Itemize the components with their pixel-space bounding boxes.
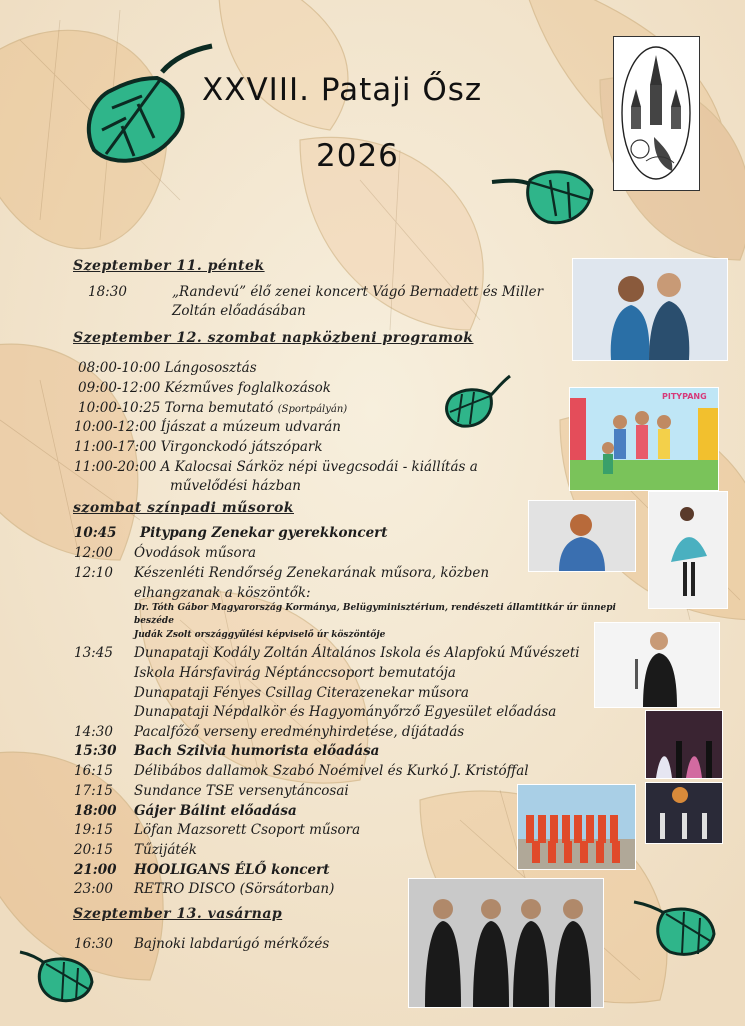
time: 12:00 xyxy=(74,545,113,561)
greeting-1 xyxy=(134,603,616,613)
sep11-row-2-text xyxy=(172,303,306,319)
stage-time: 14:30 xyxy=(74,724,113,740)
greeting-2 xyxy=(134,630,385,640)
title-line-2: 2026 xyxy=(316,138,399,174)
event-text: Óvodások műsora xyxy=(134,545,257,561)
stage-event-text: Gájer Bálint előadása xyxy=(134,803,297,819)
event-text: Virgonckodó játszópark xyxy=(160,439,323,455)
stage-row-1210-text-2 xyxy=(134,585,311,601)
church-emblem-icon xyxy=(614,37,699,190)
title-line-1: XXVIII. Pataji Ősz xyxy=(202,72,483,108)
sep12-row-1 xyxy=(78,360,257,376)
time: 12:10 xyxy=(74,565,113,581)
event-text: Zoltán előadásában xyxy=(172,303,306,319)
event-text: Íjászat a múzeum udvarán xyxy=(160,419,341,435)
stage-event-text: RETRO DISCO (Sörsátorban) xyxy=(134,881,335,897)
sep13-row-1-text xyxy=(134,936,329,952)
photo-dance-stage xyxy=(645,782,723,844)
photo-hooligans xyxy=(408,878,604,1008)
event-text: Bajnoki labdarúgó mérkőzés xyxy=(134,936,330,952)
sep13-header-text: Szeptember 13. vasárnap xyxy=(73,906,283,922)
sep12-header-text: Szeptember 12. szombat napközbeni programok xyxy=(73,330,474,346)
time: 09:00-12:00 xyxy=(78,380,161,396)
stage-event-text: Dunapataji Fényes Csillag Citerazenekar műsora xyxy=(134,685,469,701)
stage-time: 20:15 xyxy=(74,842,113,858)
stage-time: 13:45 xyxy=(74,645,113,661)
event-note: (Sportpályán) xyxy=(277,404,348,415)
event-text: Készenléti Rendőrség Zenekarának műsora, közben xyxy=(134,565,490,581)
stage-row-1045 xyxy=(74,525,117,541)
sep12-row-6 xyxy=(74,459,478,475)
stage-event-text: Pacalfőző verseny eredményhirdetése, díjátadás xyxy=(134,724,465,740)
photo-pitypang xyxy=(569,387,719,491)
stage-row-1045-text xyxy=(140,525,388,541)
event-text: elhangzanak a köszöntők: xyxy=(134,585,311,601)
stage-row-1200 xyxy=(74,545,113,561)
page-title xyxy=(202,72,602,108)
greeting-text: Dr. Tóth Gábor Magyarország Kormánya, Belügyminisztérium, rendészeti államtitkár úr ünnepi xyxy=(134,603,616,613)
stage-row-1210 xyxy=(74,565,113,581)
photo-gajer-balint xyxy=(594,622,720,708)
event-text: Pitypang Zenekar gyerekkoncert xyxy=(140,525,388,541)
stage-time: 23:00 xyxy=(74,881,113,897)
time: 11:00-17:00 xyxy=(74,439,157,455)
photo-bach-szilvia xyxy=(528,500,636,572)
photo-randevu-duo xyxy=(572,258,728,361)
sep11-header-text: Szeptember 11. péntek xyxy=(73,258,265,274)
greeting-text: Judák Zsolt országgyűlési képviselő úr köszöntője xyxy=(134,630,386,640)
sep11-row-1-text xyxy=(172,284,543,300)
leaf-bottom-right-icon xyxy=(630,896,720,961)
sign-label: PITYPANG xyxy=(662,392,707,401)
greeting-text: beszéde xyxy=(134,616,174,626)
sep12-row-3 xyxy=(78,400,347,416)
time: 10:45 xyxy=(74,525,117,541)
sep12-header xyxy=(73,330,474,346)
sep13-header xyxy=(73,906,282,922)
stage-event-text: Délibábos dallamok Szabó Noémivel és Kurkó J. Kristóffal xyxy=(134,763,529,779)
stage-row-1200-text xyxy=(134,545,256,561)
sep12-row-2 xyxy=(78,380,331,396)
page-year xyxy=(316,138,399,174)
photo-sign-text xyxy=(662,392,707,401)
time: 18:30 xyxy=(88,284,127,300)
leaf-middle-icon xyxy=(440,372,515,432)
stage-event-text: Dunapataji Kodály Zoltán Általános Iskola és Alapfokú Művészeti xyxy=(134,645,580,661)
event-text: „Randevú” élő zenei koncert Vágó Bernadett és Miller xyxy=(172,284,544,300)
sep12-row-7 xyxy=(170,478,301,494)
stage-time: 21:00 xyxy=(74,862,117,878)
sep11-row-1 xyxy=(88,284,127,300)
stage-event-text: Bach Szilvia humorista előadása xyxy=(134,743,380,759)
leaf-bottom-left-icon xyxy=(18,946,98,1006)
sep11-header xyxy=(73,258,265,274)
sep12-row-5 xyxy=(74,439,323,455)
time: 11:00-20:00 xyxy=(74,459,157,475)
event-text: Kézműves foglalkozások xyxy=(164,380,331,396)
photo-majorettes xyxy=(517,784,636,870)
leaf-small-icon xyxy=(490,160,600,230)
leaf-title-icon xyxy=(82,38,222,178)
stage-event-text: Tűzijáték xyxy=(134,842,197,858)
time: 08:00-10:00 xyxy=(78,360,161,376)
photo-dancers xyxy=(648,491,728,609)
stage-row-1210-text xyxy=(134,565,489,581)
sep12-row-4 xyxy=(74,419,341,435)
time: 10:00-10:25 xyxy=(78,400,161,416)
stage-time: 16:15 xyxy=(74,763,113,779)
stage-event-text: Dunapataji Népdalkör és Hagyományőrző Egyesület előadása xyxy=(134,704,557,720)
stage-time: 19:15 xyxy=(74,822,113,838)
photo-ballroom xyxy=(645,710,723,779)
stage-header-text: szombat színpadi műsorok xyxy=(73,500,294,516)
stage-event-text: Iskola Hársfavirág Néptánccsoport bemutatója xyxy=(134,665,456,681)
time: 16:30 xyxy=(74,936,113,952)
time: 10:00-12:00 xyxy=(74,419,157,435)
stage-time: 15:30 xyxy=(74,743,117,759)
stage-time: 18:00 xyxy=(74,803,117,819)
event-text: A Kalocsai Sárköz népi üvegcsodái - kiállítás a xyxy=(160,459,478,475)
greeting-1b xyxy=(134,616,174,626)
stage-event-text: HOOLIGANS ÉLŐ koncert xyxy=(134,862,330,878)
stage-event-text: Sundance TSE versenytáncosai xyxy=(134,783,349,799)
event-text: művelődési házban xyxy=(170,478,301,494)
stage-event-text: Löfan Mazsorett Csoport műsora xyxy=(134,822,361,838)
event-text: Torna bemutató xyxy=(164,400,274,416)
event-text: Lángososztás xyxy=(164,360,257,376)
town-logo xyxy=(613,36,700,191)
stage-time: 17:15 xyxy=(74,783,113,799)
stage-header xyxy=(73,500,294,516)
